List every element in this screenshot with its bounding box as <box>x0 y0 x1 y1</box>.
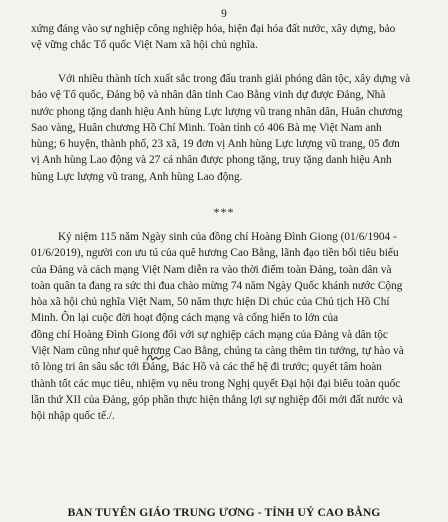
paragraph-line: toàn quân ta đang ra sức thi đua chào mừng 74 năm Ngày Quốc khánh nước Cộng <box>31 279 403 292</box>
paragraph-line: vị Anh hùng Lao động và 27 cá nhân được phong tặng, truy tặng danh hiệu Anh <box>31 154 392 167</box>
paragraph-line: Minh. Ôn lại cuộc đời hoạt động cách mạng và cống hiến to lớn của <box>31 312 339 325</box>
paragraph-line: hùng Lực lượng vũ trang, Anh hùng Lao động. <box>31 170 243 183</box>
paragraph-1 <box>0 21 448 54</box>
paragraph-line: hòa xã hội chủ nghĩa Việt Nam, 50 năm thực hiện Di chúc của Chủ tịch Hồ Chí <box>31 296 390 309</box>
paragraph-line: hùng; 6 huyện, thành phố, 23 xã, 19 đơn vị Anh hùng Lực lượng vũ trang, 05 đơn <box>31 138 400 151</box>
paragraph-line: Kỷ niệm 115 năm Ngày sinh của đồng chí Hoàng Đình Giong (01/6/1904 - <box>58 231 397 243</box>
page-number: 9 <box>221 8 227 20</box>
paragraph-line: đồng chí Hoàng Đình Giong đối với sự nghiệp cách mạng của Đảng và dân tộc <box>31 328 388 341</box>
paragraph-line: Với nhiều thành tích xuất sắc trong đấu tranh giải phóng dân tộc, xây dựng và <box>58 73 411 85</box>
paragraph-line: nước phong tặng danh hiệu Anh hùng Lực lượng vũ trang nhân dân, Huân chương <box>31 105 403 118</box>
paragraph-2 <box>0 71 448 185</box>
paragraph-3 <box>0 229 448 425</box>
initial-mark <box>146 352 164 364</box>
paragraph-line: Việt Nam cũng như quê hương Cao Bằng, chúng ta càng thêm tin tưởng, tự hào và <box>31 345 404 358</box>
signature-organization: BAN TUYÊN GIÁO TRUNG ƯƠNG - TỈNH UỶ CAO BẰNG <box>67 506 381 519</box>
paragraph-line: Sao vàng, Huân chương Hồ Chí Minh. Toàn tỉnh có 406 Bà mẹ Việt Nam anh <box>31 121 382 134</box>
paragraph-line: của Đảng và cách mạng Việt Nam diễn ra vào thời điểm toàn Đảng, toàn dân và <box>31 263 392 276</box>
paragraph-line: thành tốt các mục tiêu, nhiệm vụ nêu trong Nghị quyết Đại hội đại biểu toàn quốc <box>31 377 401 390</box>
paragraph-line: bảo vệ Tổ quốc, Đảng bộ và nhân dân tỉnh Cao Bằng vinh dự được Đảng, Nhà <box>31 89 386 102</box>
paragraph-line: vệ vững chắc Tổ quốc Việt Nam xã hội chủ nghĩa. <box>31 39 258 52</box>
paragraph-line: 01/6/2019), người con ưu tú của quê hương Cao Bằng, lãnh đạo tiền bối tiêu biểu <box>31 247 399 260</box>
paragraph-line: xứng đáng vào sự nghiệp công nghiệp hóa, hiện đại hóa đất nước, xây dựng, bảo <box>31 23 396 35</box>
paragraph-line: lần thứ XII của Đảng, góp phần thực hiện thắng lợi sự nghiệp đổi mới đất nước và <box>31 393 403 406</box>
section-separator: *** <box>213 205 235 219</box>
paragraph-line: tô lòng tri ân sâu sắc tới Đảng, Bác Hồ và các thế hệ đi trước; quyết tâm hoàn <box>31 361 382 374</box>
paragraph-line: hội nhập quốc tế./. <box>31 410 115 423</box>
